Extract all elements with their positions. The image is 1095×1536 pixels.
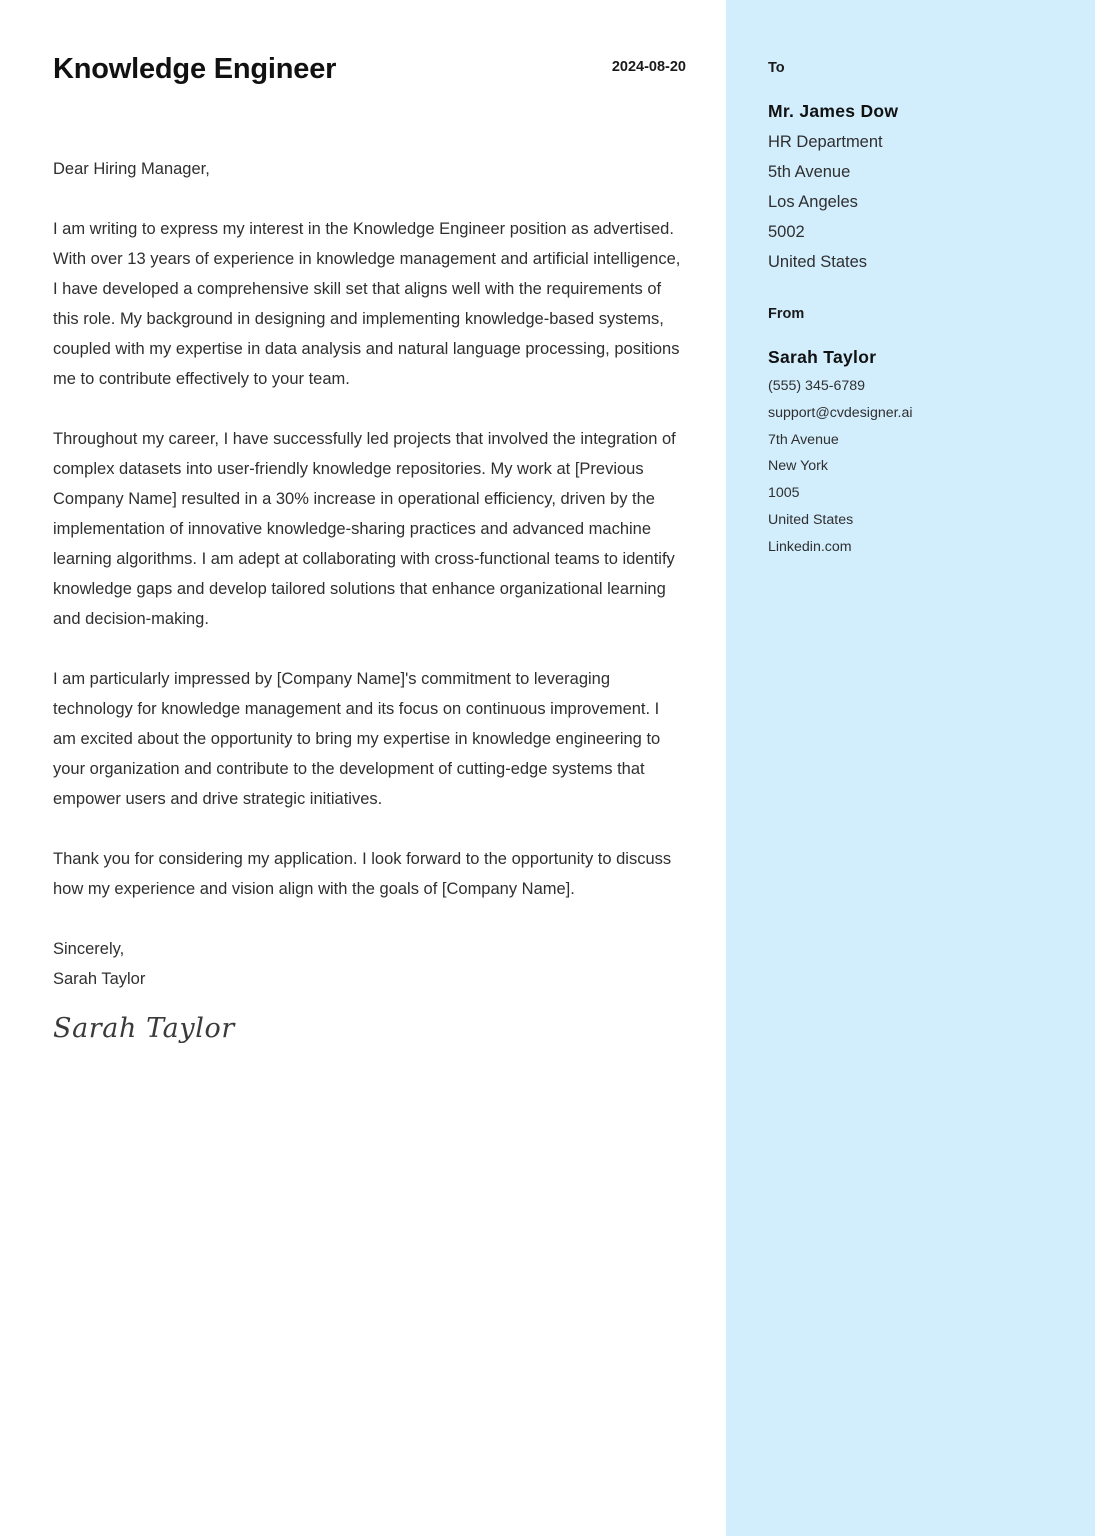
contact-sidebar (726, 0, 1095, 1536)
sender-label: From (768, 306, 805, 322)
sender-street: 7th Avenue (768, 431, 839, 448)
letter-paragraph: I am particularly impressed by [Company Name]'s commitment to leveraging technology for knowledge management and its focus on continuous improvement. I am excited about the opportunity to bring my expertise in knowledge engineering to your organization and contribute to the development of cutting-edge systems that empower users and drive strategic initiatives. (53, 670, 661, 808)
closing-sender-name: Sarah Taylor (53, 970, 146, 988)
recipient-name: Mr. James Dow (768, 101, 899, 121)
recipient-line: United States (768, 253, 868, 271)
letter-paragraph: Thank you for considering my application. I look forward to the opportunity to discuss how my experience and vision align with the goals of [Company Name]. (53, 850, 672, 898)
signature-script: Sarah Taylor (53, 1013, 235, 1044)
sender-email: support@cvdesigner.ai (768, 404, 913, 421)
closing-salutation: Sincerely, (53, 940, 125, 958)
letter-paragraph: I am writing to express my interest in the Knowledge Engineer position as advertised. With over 13 years of experience in knowledge management and artificial intelligence, I have developed a comprehensive skill set that aligns well with the requirements of this role. My background in designing and implementing knowledge-based systems, coupled with my expertise in data analysis and natural language processing, positions me to contribute effectively to your team. (53, 220, 681, 388)
recipient-line: 5th Avenue (768, 163, 851, 181)
letter-greeting: Dear Hiring Manager, (53, 160, 210, 178)
sender-website: Linkedin.com (768, 538, 852, 555)
page-title: Knowledge Engineer (53, 53, 337, 85)
recipient-line: Los Angeles (768, 193, 858, 211)
sender-name: Sarah Taylor (768, 347, 877, 367)
letter-closing (53, 934, 686, 994)
recipient-line: HR Department (768, 133, 883, 151)
recipient-line: 5002 (768, 223, 805, 241)
letter-date: 2024-08-20 (611, 59, 686, 75)
sender-section (768, 303, 1071, 561)
sender-postcode: 1005 (768, 485, 800, 502)
letter-header (53, 52, 686, 100)
sender-city: New York (768, 458, 828, 475)
letter-paragraph: Throughout my career, I have successfully led projects that involved the integration of complex datasets into user-friendly knowledge repositories. My work at [Previous Company Name] resulted in a 30% increase in operational efficiency, driven by the implementation of innovative knowledge-sharing practices and advanced machine learning algorithms. I am adept at collaborating with cross-functional teams to identify knowledge gaps and develop tailored solutions that enhance organizational learning and decision-making. (53, 430, 676, 628)
recipient-section (768, 57, 1071, 277)
recipient-label: To (768, 60, 785, 76)
sender-country: United States (768, 511, 854, 528)
sender-phone: (555) 345-6789 (768, 378, 866, 394)
